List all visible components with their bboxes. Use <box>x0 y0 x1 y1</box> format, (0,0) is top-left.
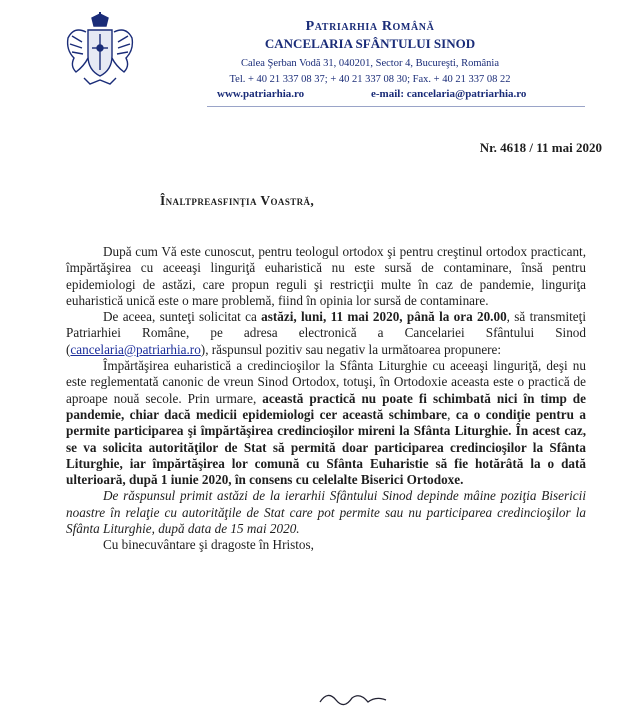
salutation: Înaltpreasfinţia Voastră, <box>160 193 315 208</box>
closing-line: Cu binecuvântare şi dragoste în Hristos, <box>103 537 314 553</box>
paragraph-proposal <box>66 358 586 488</box>
paragraph-context: După cum Vă este cunoscut, pentru teologul ortodox şi pentru creştinul ortodox practicant, împărtăşirea cu aceeaşi linguriţă euharistică nu este sursă de contaminare, însă pentru epidemiologi de astăzi, care propun reguli şi restricţii multe în caz de pandemie, linguriţa euharistică unică este o mare problemă, fiind în opinia lor sursă de contaminare. <box>66 244 586 308</box>
paragraph-conclusion <box>66 488 586 537</box>
letterhead-title: Patriarhia Română <box>305 19 435 34</box>
letterhead-phones: Tel. + 40 21 337 08 37; + 40 21 337 08 30; Fax. + 40 21 337 08 22 <box>229 74 511 85</box>
proposal-bold-1: această practică nu poate fi schimbată nici în timp de pandemie, chiar dacă medicii epidemiologi cer această schimbare <box>66 390 586 422</box>
chancellery-email-link[interactable]: cancelaria@patriarhia.ro <box>70 341 201 357</box>
proposal-comma: , <box>447 406 456 422</box>
letter-body <box>66 244 586 554</box>
request-text-3: ), răspunsul pozitiv sau negativ la următoarea propunere: <box>200 341 502 357</box>
letterhead-website-link[interactable]: www.patriarhia.ro <box>217 88 305 100</box>
document-reference-number: Nr. 4618 / 11 mai 2020 <box>479 140 602 155</box>
letterhead-subtitle: CANCELARIA SFÂNTULUI SINOD <box>264 36 476 51</box>
letterhead-address: Calea Şerban Vodă 31, 040201, Sector 4, Bucureşti, România <box>241 58 499 69</box>
signature-stroke <box>318 688 388 706</box>
conclusion-text: De răspunsul primit astăzi de la ierarhii Sfântului Sinod depinde mâine poziţia Bisericii noastre în relaţie cu autorităţile de Stat care pot permite sau nu participarea credincioşilor la Sfânta Liturghie, după data de 15 mai 2020. <box>66 488 586 537</box>
paragraph-request <box>66 309 586 358</box>
proposal-bold-2: ca o condiţie pentru a permite participarea şi împărtăşirea credincioşilor mireni la Sfânta Liturghie. În acest caz, se va solicita autorităţilor de Stat să permită doar participarea credincioşilor la Sfânta Liturghie, iar împărtăşirea lor comună cu Sfânta Euharistie să fie hotărâtă la o dată ulterioară, după 1 iunie 2020, în consens cu celelalte Biserici Ortodoxe. <box>66 406 586 488</box>
request-text: De aceea, sunteţi solicitat ca <box>103 309 262 325</box>
proposal-text: Împărtăşirea euharistică a credincioşilor la Sfânta Liturghie cu aceeaşi linguriţă, deşi nu este reglementată canonic de vreun Sinod Ortodox, totuşi, în Ortodoxie aceasta este o practică de aproape nouă secole. Prin urmare, <box>66 358 586 406</box>
letterhead-email[interactable]: e-mail: cancelaria@patriarhia.ro <box>371 88 527 100</box>
request-text-2: , să transmiteţi Patriarhiei Române, pe adresa electronică a Cancelariei Sfântului Sinod ( <box>66 309 586 357</box>
letterhead-divider <box>207 106 585 107</box>
patriarchate-coat-of-arms-logo <box>62 12 138 88</box>
deadline-text: astăzi, luni, 11 mai 2020, până la ora 20.00 <box>261 309 507 325</box>
